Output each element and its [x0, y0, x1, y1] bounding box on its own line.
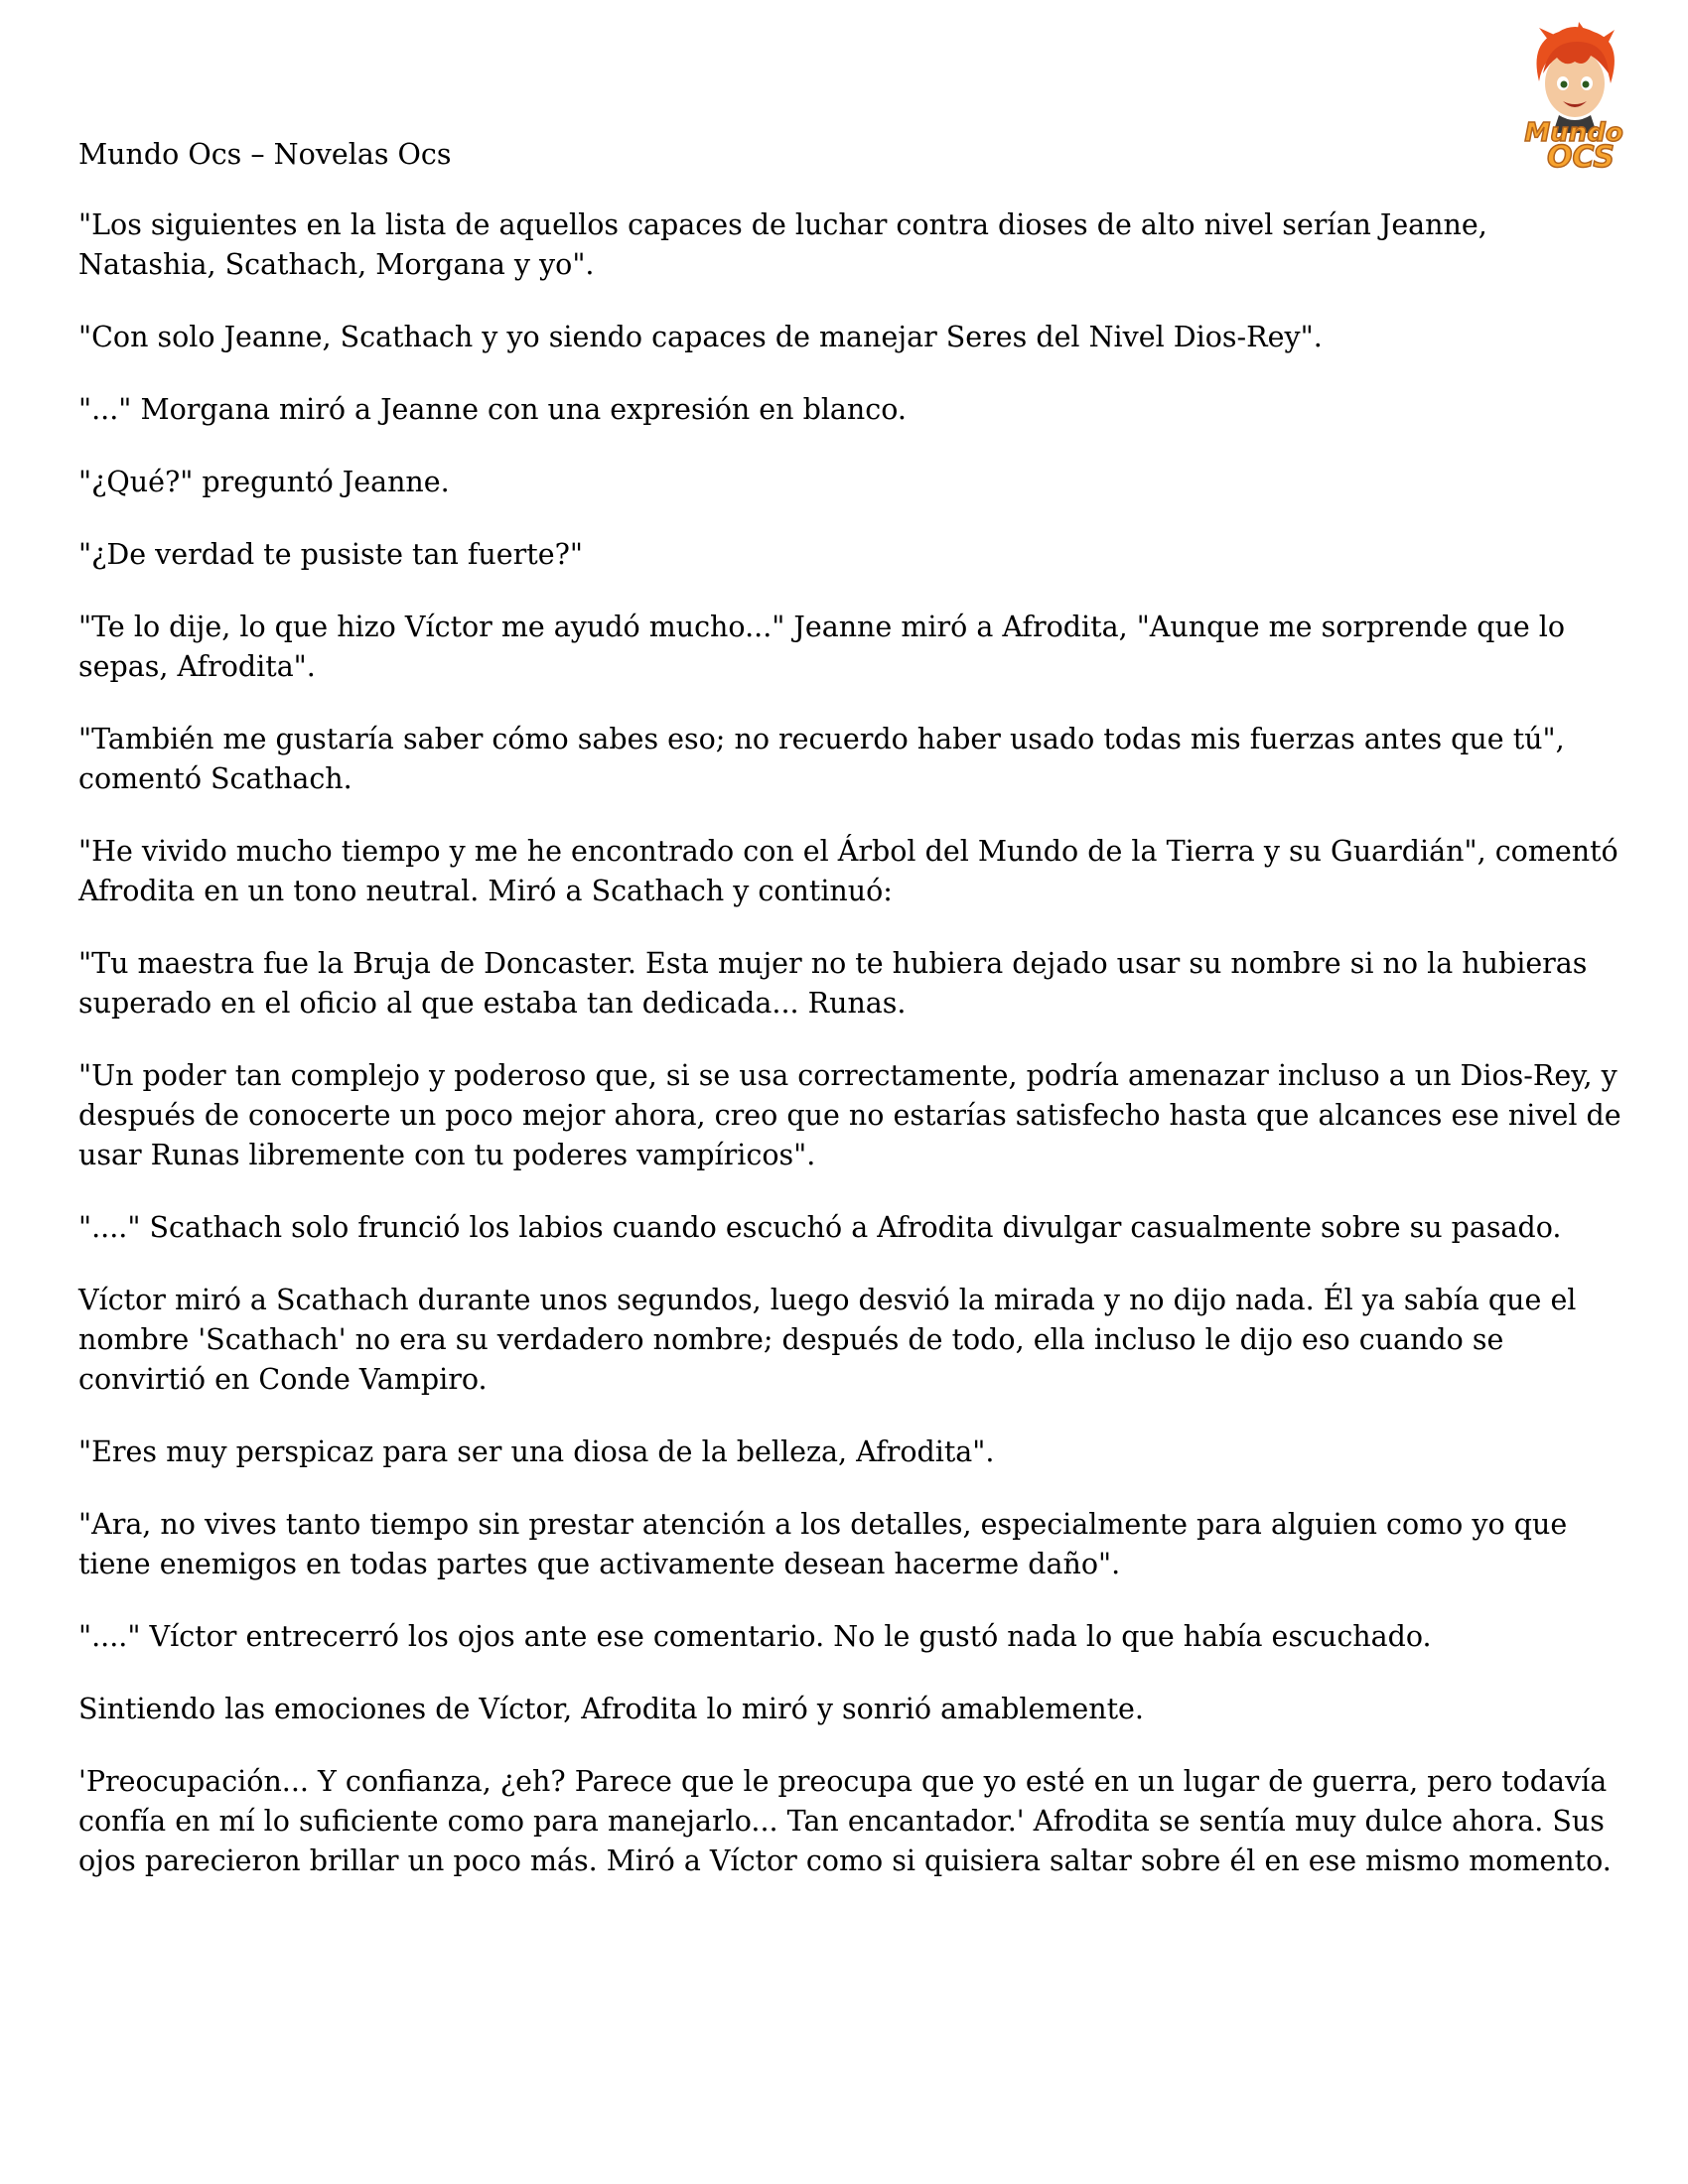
mascot-logo-icon: [1499, 22, 1648, 171]
paragraph: Víctor miró a Scathach durante unos segundos, luego desvió la mirada y no dijo nada. Él ya sabía que el nombre 'Scathach' no era su verdadero nombre; después de todo, ella incluso le dijo eso cuando se convirtió en Conde Vampiro.: [78, 1284, 1577, 1396]
paragraph: "¿De verdad te pusiste tan fuerte?": [78, 538, 583, 571]
paragraph: "...." Víctor entrecerró los ojos ante ese comentario. No le gustó nada lo que había escuchado.: [78, 1620, 1432, 1653]
paragraph: "Un poder tan complejo y poderoso que, si se usa correctamente, podría amenazar incluso a un Dios-Rey, y después de conocerte un poco mejor ahora, creo que no estarías satisfecho hasta que alcances ese nivel de usar Runas libremente con tu poderes vampíricos".: [78, 1059, 1621, 1171]
paragraph: "Ara, no vives tanto tiempo sin prestar atención a los detalles, especialmente para alguien como yo que tiene enemigos en todas partes que activamente desean hacerme daño".: [78, 1508, 1568, 1580]
logo-text-line1: Mundo: [1524, 118, 1623, 148]
paragraph: "Tu maestra fue la Bruja de Doncaster. Esta mujer no te hubiera dejado usar su nombre si no la hubieras superado en el oficio al que estaba tan dedicada... Runas.: [78, 947, 1588, 1020]
logo-text-line2: OCS: [1546, 140, 1616, 171]
paragraph: Sintiendo las emociones de Víctor, Afrodita lo miró y sonrió amablemente.: [78, 1693, 1144, 1725]
paragraph: "Eres muy perspicaz para ser una diosa de la belleza, Afrodita".: [78, 1435, 995, 1468]
paragraph: "¿Qué?" preguntó Jeanne.: [78, 466, 450, 498]
paragraph: "He vivido mucho tiempo y me he encontrado con el Árbol del Mundo de la Tierra y su Guardián", comentó Afrodita en un tono neutral. Miró a Scathach y continuó:: [78, 835, 1618, 907]
paragraph: "Los siguientes en la lista de aquellos capaces de luchar contra dioses de alto nivel serían Jeanne, Natashia, Scathach, Morgana y yo".: [78, 208, 1487, 281]
paragraph: "Te lo dije, lo que hizo Víctor me ayudó mucho..." Jeanne miró a Afrodita, "Aunque me sorprende que lo sepas, Afrodita".: [78, 611, 1566, 683]
document-body: [78, 205, 1627, 1914]
paragraph: "También me gustaría saber cómo sabes eso; no recuerdo haber usado todas mis fuerzas antes que tú", comentó Scathach.: [78, 723, 1565, 795]
page-header: Mundo Ocs – Novelas Ocs: [78, 138, 452, 171]
paragraph: "..." Morgana miró a Jeanne con una expresión en blanco.: [78, 393, 907, 426]
paragraph: 'Preocupación... Y confianza, ¿eh? Parece que le preocupa que yo esté en un lugar de guerra, pero todavía confía en mí lo suficiente como para manejarlo... Tan encantador.' Afrodita se sentía muy dulce ahora. Sus ojos parecieron brillar un poco más. Miró a Víctor como si quisiera saltar sobre él en ese mismo momento.: [78, 1765, 1612, 1877]
paragraph: "...." Scathach solo frunció los labios cuando escuchó a Afrodita divulgar casualmente sobre su pasado.: [78, 1211, 1562, 1244]
paragraph: "Con solo Jeanne, Scathach y yo siendo capaces de manejar Seres del Nivel Dios-Rey".: [78, 321, 1323, 353]
